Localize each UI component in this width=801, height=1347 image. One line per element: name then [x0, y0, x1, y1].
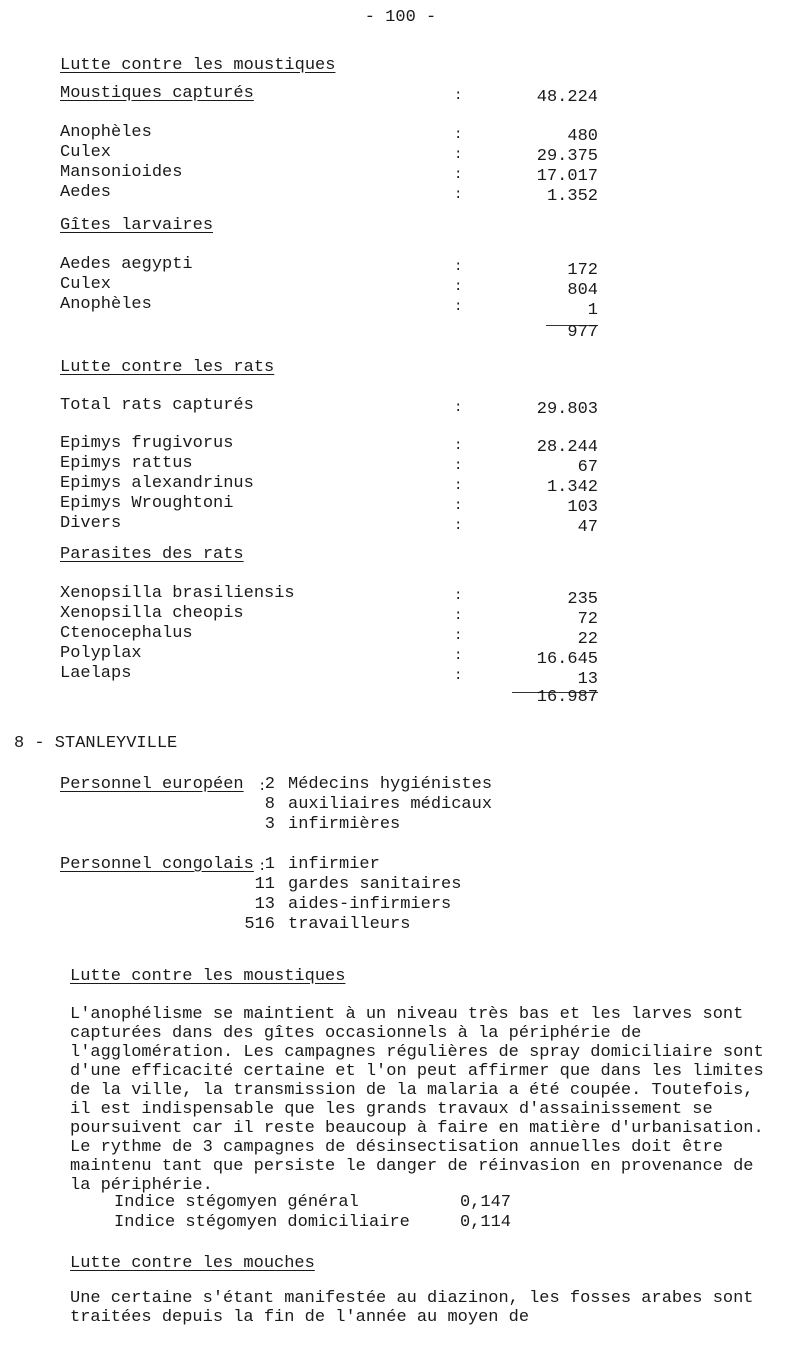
- list-item-label: Ctenocephalus: [60, 624, 193, 643]
- list-item-value: 480: [567, 127, 598, 146]
- staff-count: 13: [254, 895, 275, 914]
- staff-count: 11: [254, 875, 275, 894]
- list-item-label: Divers: [60, 514, 122, 533]
- total-rats-label: Total rats capturés: [60, 396, 254, 415]
- staff-count: 3: [264, 815, 275, 834]
- list-item-label: Anophèles: [60, 295, 152, 314]
- staff-role: Médecins hygiénistes: [288, 775, 493, 794]
- flies-text: Une certaine s'étant manifestée au diazinon, les fosses arabes sont traitées depuis la fin de l'année au moyen de: [70, 1289, 754, 1327]
- separator: :: [454, 147, 463, 163]
- list-item-label: Anophèles: [60, 123, 152, 142]
- list-item-value: 1.352: [546, 187, 598, 206]
- staff-role: infirmier: [288, 855, 380, 874]
- list-item-label: Xenopsilla brasiliensis: [60, 584, 295, 603]
- index-general-value: 0,147: [460, 1193, 512, 1212]
- larval-title: Gîtes larvaires: [60, 216, 214, 235]
- list-item-value: 16.645: [536, 650, 598, 669]
- total-rats-value: 29.803: [536, 400, 598, 419]
- captured-label: Moustiques capturés: [60, 84, 254, 103]
- section-title-mosquitoes: Lutte contre les moustiques: [60, 56, 336, 75]
- separator: :: [258, 779, 267, 795]
- list-item-label: Xenopsilla cheopis: [60, 604, 244, 623]
- index-domiciliary-value: 0,114: [460, 1213, 512, 1232]
- separator: :: [454, 628, 463, 644]
- list-item-label: Culex: [60, 143, 112, 162]
- separator: :: [454, 167, 463, 183]
- section-title-rats: Lutte contre les rats: [60, 358, 275, 377]
- list-item-value: 17.017: [536, 167, 598, 186]
- list-item-value: 1: [587, 301, 598, 320]
- staff-count: 516: [244, 915, 275, 934]
- separator: :: [454, 668, 463, 684]
- list-item-value: 28.244: [536, 438, 598, 457]
- list-item-label: Polyplax: [60, 644, 142, 663]
- list-item-value: 235: [567, 590, 598, 609]
- list-item-value: 1.342: [546, 478, 598, 497]
- staff-role: infirmières: [288, 815, 401, 834]
- index-domiciliary-label: Indice stégomyen domiciliaire: [114, 1213, 410, 1232]
- separator: :: [454, 400, 463, 416]
- list-item-label: Epimys alexandrinus: [60, 474, 254, 493]
- list-item-value: 67: [577, 458, 598, 477]
- separator: :: [454, 279, 463, 295]
- separator: :: [454, 518, 463, 534]
- separator: :: [454, 187, 463, 203]
- european-staff-label: Personnel européen: [60, 775, 244, 794]
- flies-title: Lutte contre les mouches: [70, 1254, 315, 1273]
- separator: :: [454, 299, 463, 315]
- list-item-label: Culex: [60, 275, 112, 294]
- separator: :: [454, 127, 463, 143]
- staff-role: travailleurs: [288, 915, 411, 934]
- parasites-total: 16.987: [536, 688, 598, 707]
- staff-count: 1: [264, 855, 275, 874]
- separator: :: [454, 88, 463, 104]
- stanleyville-mosquito-title: Lutte contre les moustiques: [70, 967, 346, 986]
- staff-role: gardes sanitaires: [288, 875, 462, 894]
- congolese-staff-label: Personnel congolais: [60, 855, 254, 874]
- list-item-label: Epimys frugivorus: [60, 434, 234, 453]
- separator: :: [454, 588, 463, 604]
- list-item-label: Epimys rattus: [60, 454, 193, 473]
- list-item-value: 13: [577, 670, 598, 689]
- list-item-label: Mansonioides: [60, 163, 183, 182]
- larval-total: 977: [567, 323, 598, 342]
- staff-count: 8: [264, 795, 275, 814]
- list-item-value: 804: [567, 281, 598, 300]
- list-item-label: Laelaps: [60, 664, 132, 683]
- index-general-label: Indice stégomyen général: [114, 1193, 359, 1212]
- separator: :: [454, 608, 463, 624]
- separator: :: [454, 478, 463, 494]
- list-item-label: Aedes: [60, 183, 112, 202]
- separator: :: [454, 648, 463, 664]
- list-item-value: 72: [577, 610, 598, 629]
- staff-role: aides-infirmiers: [288, 895, 452, 914]
- section-title-parasites: Parasites des rats: [60, 545, 244, 564]
- list-item-value: 47: [577, 518, 598, 537]
- staff-count: 2: [264, 775, 275, 794]
- separator: :: [454, 259, 463, 275]
- staff-role: auxiliaires médicaux: [288, 795, 493, 814]
- list-item-value: 172: [567, 261, 598, 280]
- separator: :: [454, 458, 463, 474]
- captured-total: 48.224: [536, 88, 598, 107]
- stanleyville-paragraph: L'anophélisme se maintient à un niveau très bas et les larves sont capturées dans des gîtes occasionnels à la périphérie de l'agglomération. Les campagnes régulières de spray domiciliaire sont d'une efficacité certaine et l'on peut affirmer que dans les limites de la ville, la transmission de la malaria a été coupée. Toutefois, il est indispensable que les grands travaux d'assainissement se poursuivent car il reste beaucoup à faire en matière d'urbanisation. Le rythme de 3 campagnes de désinsectisation annuelles doit être maintenu tant que persiste le danger de réinvasion en provenance de la périphérie.: [70, 1005, 764, 1195]
- list-item-value: 103: [567, 498, 598, 517]
- separator: :: [258, 859, 267, 875]
- list-item-label: Epimys Wroughtoni: [60, 494, 234, 513]
- separator: :: [454, 438, 463, 454]
- list-item-label: Aedes aegypti: [60, 255, 193, 274]
- section-heading-stanleyville: 8 - STANLEYVILLE: [14, 734, 178, 753]
- separator: :: [454, 498, 463, 514]
- page-number: - 100 -: [364, 8, 437, 27]
- list-item-value: 29.375: [536, 147, 598, 166]
- list-item-value: 22: [577, 630, 598, 649]
